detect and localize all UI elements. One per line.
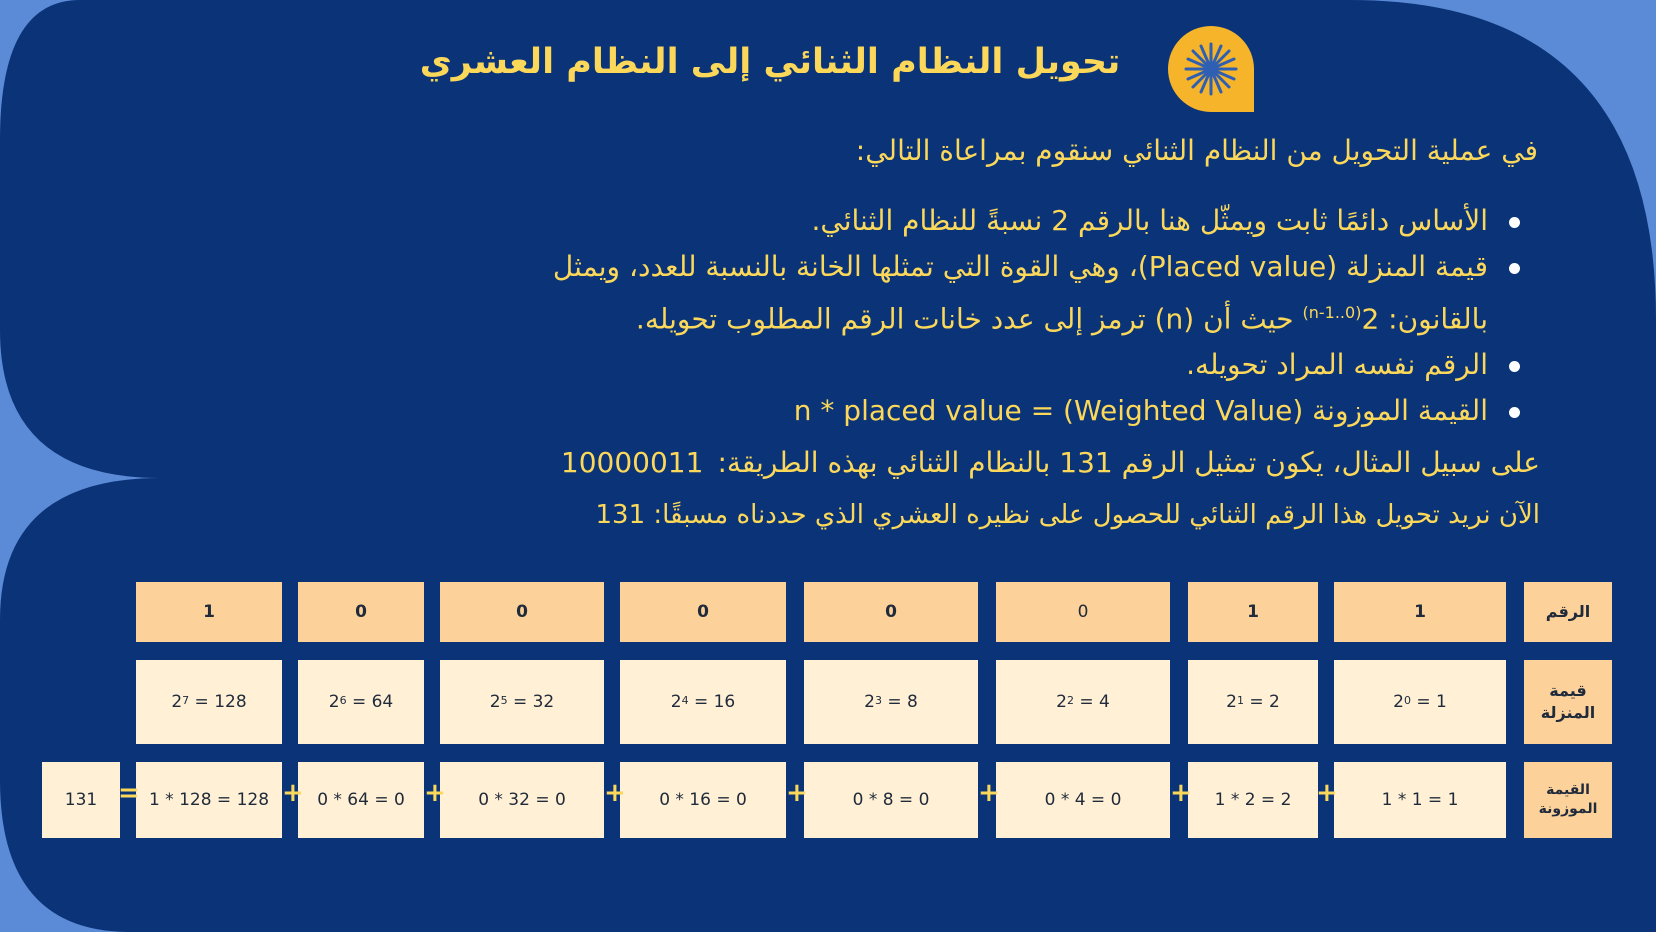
bullet-text: الأساس دائمًا ثابت ويمثّل هنا بالرقم 2 نسبةً للنظام الثنائي.: [811, 204, 1488, 237]
header-line: الموزونة: [1538, 801, 1598, 817]
pv-base: 2: [328, 692, 340, 712]
row-header-place-value: [1524, 660, 1612, 744]
weighted-cell: 0 * 64 = 0: [298, 762, 424, 838]
bullet-text: القيمة الموزونة (Weighted Value) = n * placed value: [793, 394, 1488, 428]
place-value-cell: [440, 660, 604, 744]
intro-text: في عملية التحويل من النظام الثنائي سنقوم بمراعاة التالي:: [855, 134, 1538, 167]
pv-base: 2: [670, 692, 682, 712]
place-value-cell: [804, 660, 978, 744]
bullet-list: [338, 198, 1526, 434]
header-line: المنزلة: [1540, 703, 1596, 722]
place-value-cell: [996, 660, 1170, 744]
bullet-item: [338, 198, 1488, 244]
pv-base: 2: [171, 692, 183, 712]
place-value-cell: [1188, 660, 1318, 744]
pv-exponent: 5: [500, 693, 508, 707]
formula-suffix: حيث أن (n) ترمز إلى عدد خانات الرقم المطلوب تحويله.: [635, 302, 1303, 336]
example-binary: 10000011: [560, 446, 704, 479]
plus-sign: +: [1170, 778, 1192, 808]
digit-cell: 0: [440, 582, 604, 642]
formula-prefix: بالقانون: 2: [1361, 302, 1488, 336]
digit-cell: 1: [1334, 582, 1506, 642]
weighted-cell: 0 * 32 = 0: [440, 762, 604, 838]
plus-sign: +: [786, 778, 808, 808]
pv-base: 2: [489, 692, 501, 712]
bullet-item: [338, 342, 1488, 388]
weighted-cell: 1 * 2 = 2: [1188, 762, 1318, 838]
digit-cell: 0: [620, 582, 786, 642]
bullet-item: [338, 388, 1488, 434]
pv-base: 2: [1226, 692, 1237, 712]
plus-sign: +: [424, 778, 446, 808]
pv-exponent: 4: [681, 693, 689, 707]
pv-exponent: 1: [1236, 693, 1244, 707]
pv-result: = 2: [1243, 692, 1280, 712]
pv-result: = 1: [1410, 692, 1447, 712]
digit-cell: 0: [804, 582, 978, 642]
bullet-item: [338, 244, 1488, 342]
plus-sign: +: [978, 778, 1000, 808]
convert-line: الآن نريد تحويل هذا الرقم الثنائي للحصول على نظيره العشري الذي حددناه مسبقًا: 131: [595, 500, 1540, 530]
pv-result: = 64: [346, 692, 394, 712]
total-cell: 131: [42, 762, 120, 838]
plus-sign: +: [1316, 778, 1338, 808]
pv-result: = 16: [688, 692, 736, 712]
formula-exponent: (n-1..0): [1302, 303, 1362, 322]
pv-result: = 32: [507, 692, 555, 712]
place-value-cell: [136, 660, 282, 744]
pv-result: = 128: [189, 692, 247, 712]
pv-result: = 4: [1073, 692, 1110, 712]
plus-sign: +: [604, 778, 626, 808]
slide-title: تحويل النظام الثنائي إلى النظام العشري: [419, 42, 1121, 82]
asterisk-sun-icon: [1168, 26, 1254, 112]
pv-exponent: 6: [339, 693, 347, 707]
digit-cell: 0: [298, 582, 424, 642]
row-header-weighted: [1524, 762, 1612, 838]
pv-exponent: 2: [1066, 693, 1074, 707]
example-text: على سبيل المثال، يكون تمثيل الرقم 131 بالنظام الثنائي بهذه الطريقة:: [717, 446, 1540, 479]
pv-base: 2: [1393, 692, 1404, 712]
weighted-cell: 1 * 128 = 128: [136, 762, 282, 838]
pv-exponent: 3: [874, 693, 882, 707]
equals-sign: =: [118, 778, 140, 808]
place-value-cell: [298, 660, 424, 744]
bullet-text: الرقم نفسه المراد تحويله.: [1186, 348, 1488, 382]
pv-result: = 8: [881, 692, 918, 712]
pv-exponent: 7: [182, 693, 190, 707]
header-line: قيمة: [1549, 681, 1587, 700]
pv-exponent: 0: [1403, 693, 1411, 707]
bullet-text: قيمة المنزلة (Placed value)، وهي القوة التي تمثلها الخانة بالنسبة للعدد، ويمثل: [552, 250, 1488, 283]
place-value-cell: [620, 660, 786, 744]
weighted-cell: 0 * 16 = 0: [620, 762, 786, 838]
digit-cell: 1: [1188, 582, 1318, 642]
example-line: [561, 446, 1540, 479]
digit-cell: 0: [996, 582, 1170, 642]
row-header-digit: الرقم: [1524, 582, 1612, 642]
weighted-cell: 0 * 8 = 0: [804, 762, 978, 838]
pv-base: 2: [1056, 692, 1067, 712]
header-line: القيمة: [1546, 782, 1590, 798]
weighted-cell: 1 * 1 = 1: [1334, 762, 1506, 838]
pv-base: 2: [864, 692, 875, 712]
place-value-cell: [1334, 660, 1506, 744]
digit-cell: 1: [136, 582, 282, 642]
weighted-cell: 0 * 4 = 0: [996, 762, 1170, 838]
plus-sign: +: [282, 778, 304, 808]
